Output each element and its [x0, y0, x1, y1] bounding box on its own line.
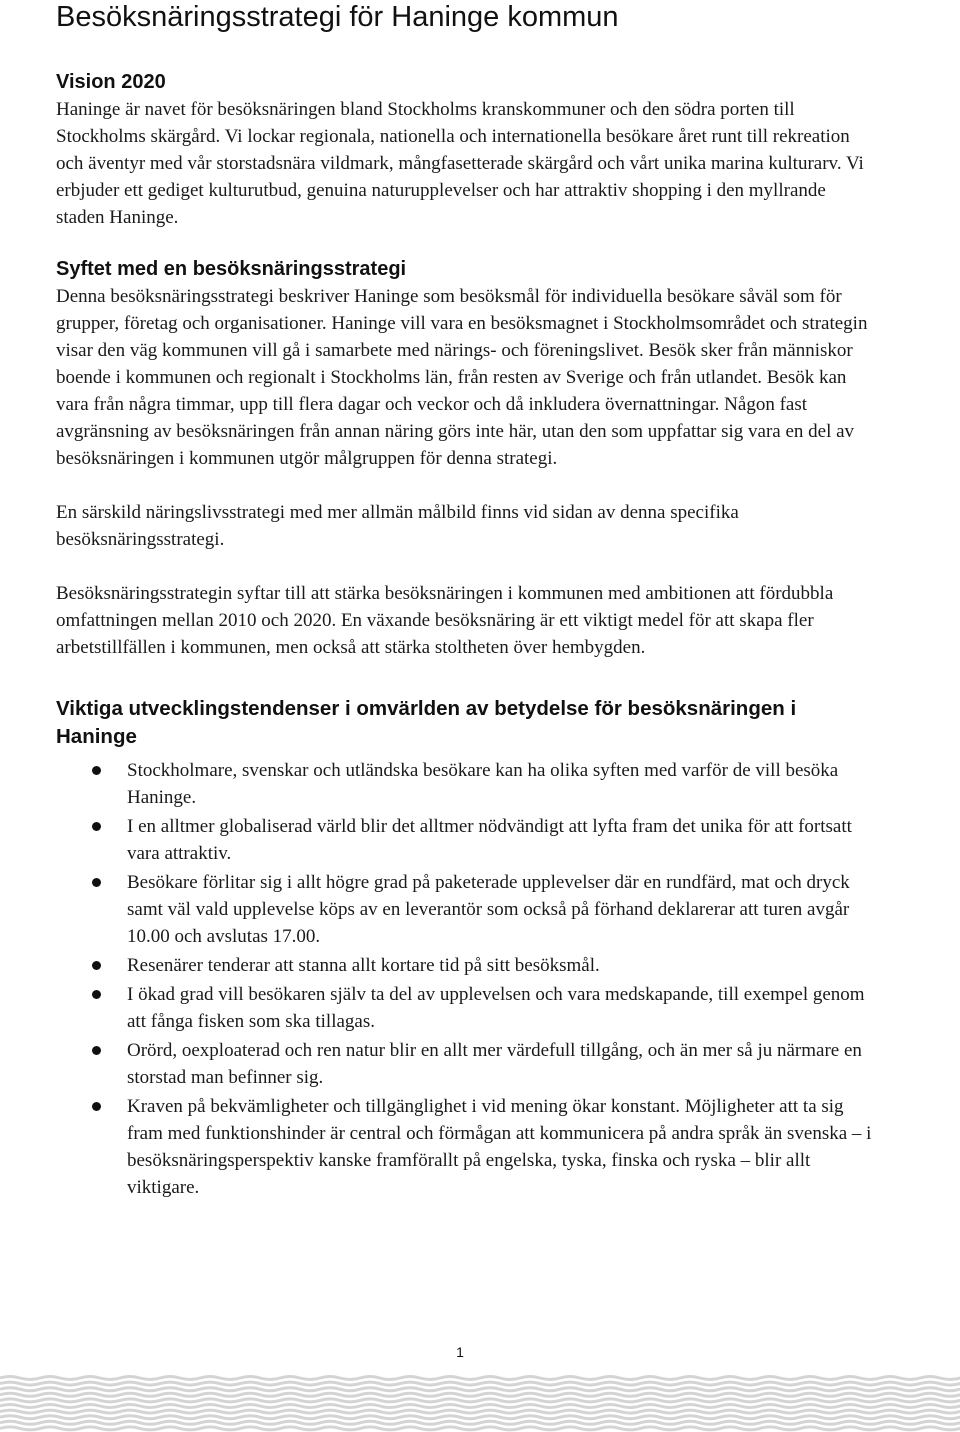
bullet-dot-icon	[92, 766, 101, 775]
vision-text: Haninge är navet för besöksnäringen bland Stockholms kranskommuner och den södra porten till Stockholms skärgård. Vi lockar regionala, nationella och internationella besökare året runt till rekreation och äventyr med vår storstadsnära vildmark, mångfasetterade skärgård och vårt unika marina kulturarv. Vi erbjuder ett gediget kulturutbud, genuina naturupplevelser och har attraktiv shopping i den myllrande staden Haninge.	[56, 99, 864, 228]
bullet-dot-icon	[92, 990, 101, 999]
list-item	[56, 952, 877, 979]
bullet-dot-icon	[92, 961, 101, 970]
wave-line	[0, 1427, 960, 1430]
wave-pattern-footer	[0, 1374, 960, 1432]
page-title: Besöksnäringsstrategi för Haninge kommun	[56, 1, 619, 33]
list-item	[56, 813, 877, 867]
syfte-heading: Syftet med en besöksnäringsstrategi	[56, 258, 407, 280]
wave-line	[0, 1405, 960, 1408]
wave-line	[0, 1382, 960, 1385]
list-item-text: Resenärer tenderar att stanna allt kortare tid på sitt besöksmål.	[127, 955, 600, 976]
syfte-paragraph-1: Denna besöksnäringsstrategi beskriver Haninge som besöksmål för individuella besökare såväl som för grupper, företag och organisationer. Haninge vill vara en besöksmagnet i Stockholmsområdet och strategin visar den väg kommunen vill gå i samarbete med närings- och föreningslivet. Besök sker från människor boende i kommunen och regionalt i Stockholms län, från resten av Sverige och från utlandet. Besök kan vara från några timmar, upp till flera dagar och veckor och då inkludera övernattningar. Någon fast avgränsning av besöksnäringen från annan näring görs inte här, utan den som uppfattar sig vara en del av besöksnäringen i kommunen utgör målgruppen för denna strategi.	[56, 286, 868, 469]
list-item-text: I en alltmer globaliserad värld blir det alltmer nödvändigt att lyfta fram det unika för att fortsatt vara attraktiv.	[127, 816, 852, 864]
bullet-dot-icon	[92, 822, 101, 831]
list-item-text: Kraven på bekvämligheter och tillgänglighet i vid mening ökar konstant. Möjligheter att ta sig fram med funktionshinder är central och förmågan att kommunicera på andra språk än svenska – i besöksnäringsperspektiv kanske framförallt på engelska, tyska, finska och ryska – blir allt viktigare.	[127, 1096, 872, 1198]
trends-heading: Viktiga utvecklingstendenser i omvärlden av betydelse för besöksnäringen i Haninge	[56, 697, 797, 748]
document-body	[56, 69, 876, 1203]
wave-line	[0, 1393, 960, 1396]
list-item-text: Orörd, oexploaterad och ren natur blir en allt mer värdefull tillgång, och än mer så ju närmare en storstad man befinner sig.	[127, 1040, 862, 1088]
list-item-text: Besökare förlitar sig i allt högre grad på paketerade upplevelser där en rundfärd, mat och dryck samt väl vald upplevelse köps av en leverantör som också på förhand deklarerar att turen avgår 10.00 och avslutas 17.00.	[127, 872, 850, 947]
bullet-dot-icon	[92, 878, 101, 887]
list-item	[56, 869, 877, 950]
list-item	[56, 1093, 877, 1201]
list-item-text: Stockholmare, svenskar och utländska besökare kan ha olika syften med varför de vill besöka Haninge.	[127, 760, 839, 808]
vision-heading: Vision 2020	[56, 71, 166, 93]
wave-line	[0, 1377, 960, 1380]
page-number: 1	[456, 1344, 464, 1360]
trends-list	[56, 757, 876, 1201]
bullet-dot-icon	[92, 1046, 101, 1055]
wave-line	[0, 1421, 960, 1424]
list-item	[56, 1037, 877, 1091]
list-item	[56, 981, 877, 1035]
wave-line	[0, 1388, 960, 1391]
list-item-text: I ökad grad vill besökaren själv ta del av upplevelsen och vara medskapande, till exempel genom att fånga fisken som ska tillagas.	[127, 984, 865, 1032]
list-item	[56, 757, 877, 811]
bullet-dot-icon	[92, 1102, 101, 1111]
syfte-paragraph-3: Besöksnäringsstrategin syftar till att stärka besöksnäringen i kommunen med ambitionen att fördubbla omfattningen mellan 2010 och 2020. En växande besöksnäring är ett viktigt medel för att skapa fler arbetstillfällen i kommunen, men också att stärka stoltheten över hembygden.	[56, 583, 834, 658]
wave-line	[0, 1399, 960, 1402]
wave-line	[0, 1416, 960, 1419]
wave-line	[0, 1410, 960, 1413]
syfte-paragraph-2: En särskild näringslivsstrategi med mer allmän målbild finns vid sidan av denna specifika besöksnäringsstrategi.	[56, 502, 739, 550]
